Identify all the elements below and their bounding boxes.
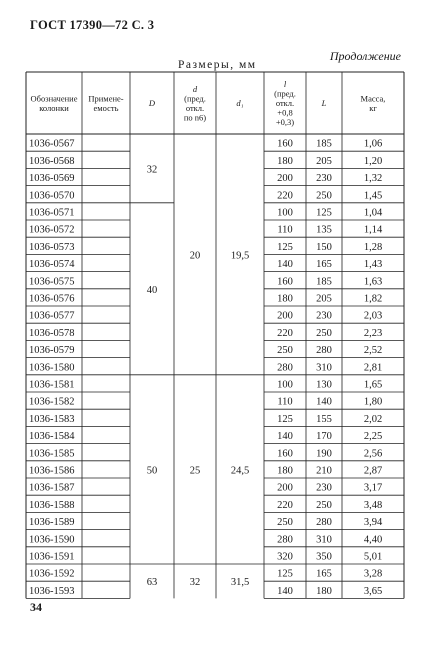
l-cell: 110 [277,396,293,408]
designation-cell: 1036-0568 [29,155,75,167]
l-cell: 200 [277,482,293,494]
L-cell: 230 [316,482,332,494]
mass-cell: 4,40 [363,534,383,546]
L-cell: 170 [316,431,332,443]
column-header-line: D [148,98,156,108]
designation-cell: 1036-1590 [29,534,75,546]
column-header-line: l [283,79,287,89]
mass-cell: 3,17 [363,482,383,494]
l-cell: 140 [277,585,293,597]
continuation-label: Продолжение [329,49,401,63]
l-cell: 200 [277,173,293,185]
l-cell: 160 [277,138,293,150]
mass-cell: 2,03 [363,310,383,322]
designation-cell: 1036-0570 [29,190,75,202]
L-cell: 210 [316,465,332,477]
designation-cell: 1036-1587 [29,482,75,494]
L-cell: 130 [316,379,332,391]
L-cell: 250 [316,499,332,511]
mass-cell: 1,43 [363,259,383,271]
l-cell: 180 [277,293,293,305]
l-cell: 100 [277,379,293,391]
designation-cell: 1036-0575 [29,276,75,288]
column-header-line: d₁ [236,98,244,108]
L-cell: 190 [316,448,332,460]
mass-cell: 3,48 [363,499,383,511]
mass-cell: 2,25 [363,431,383,443]
mass-cell: 2,87 [363,465,383,477]
designation-cell: 1036-1580 [29,362,75,374]
mass-cell: 1,80 [363,396,383,408]
mass-cell: 1,04 [363,207,383,219]
L-cell: 185 [316,276,332,288]
l-cell: 180 [277,155,293,167]
d-cell: 20 [189,250,201,262]
l-cell: 125 [277,413,293,425]
L-cell: 310 [316,534,332,546]
D-cell: 50 [146,465,158,477]
L-cell: 140 [316,396,332,408]
L-cell: 135 [316,224,332,236]
column-header-line: (пред. [274,88,296,99]
l-cell: 280 [277,362,293,374]
column-header-line: по n6) [183,112,207,123]
mass-cell: 2,56 [363,448,383,460]
L-cell: 165 [316,568,332,580]
designation-cell: 1036-1593 [29,585,75,597]
D-cell: 40 [146,284,158,296]
l-cell: 220 [277,327,293,339]
column-header-line: Обозначение [30,93,78,104]
L-cell: 230 [316,173,332,185]
d-cell: 32 [189,577,201,589]
d-cell: 25 [189,465,201,477]
L-cell: 230 [316,310,332,322]
L-cell: 350 [316,551,332,563]
designation-cell: 1036-1582 [29,396,75,408]
L-cell: 250 [316,190,332,202]
designation-cell: 1036-1589 [29,517,75,529]
l-cell: 140 [277,259,293,271]
L-cell: 125 [316,207,332,219]
l-cell: 220 [277,190,293,202]
D-cell: 63 [146,577,158,589]
mass-cell: 1,28 [363,241,383,253]
column-header-line: d [192,83,198,94]
mass-cell: 2,02 [363,413,383,425]
mass-cell: 3,28 [363,568,383,580]
designation-cell: 1036-1581 [29,379,75,391]
mass-cell: 5,01 [363,551,383,563]
column-header-line: откл. [275,98,295,108]
column-header-line: Масса, [360,93,386,104]
mass-cell: 1,63 [363,276,383,288]
l-cell: 160 [277,276,293,288]
l-cell: 140 [277,431,293,443]
column-header-line: кг [369,102,377,113]
L-cell: 280 [316,345,332,357]
L-cell: 155 [316,413,332,425]
mass-cell: 2,81 [363,362,383,374]
L-cell: 185 [316,138,332,150]
mass-cell: 1,45 [363,190,383,202]
column-header-line: L [321,98,327,108]
column-header-line: +0,8 [277,107,293,118]
L-cell: 150 [316,241,332,253]
column-header-line: емость [93,102,119,113]
designation-cell: 1036-1585 [29,448,75,460]
l-cell: 110 [277,224,293,236]
mass-cell: 2,23 [363,327,383,339]
l-cell: 320 [277,551,293,563]
designation-cell: 1036-0567 [29,138,75,150]
designation-cell: 1036-0574 [29,259,75,271]
page-number: 34 [30,600,42,614]
l-cell: 280 [277,534,293,546]
mass-cell: 1,65 [363,379,383,391]
designation-cell: 1036-0578 [29,327,75,339]
l-cell: 220 [277,499,293,511]
L-cell: 165 [316,259,332,271]
mass-cell: 1,20 [363,155,383,167]
designation-cell: 1036-1591 [29,551,75,563]
sizes-caption: Размеры, мм [178,59,257,71]
designation-cell: 1036-1586 [29,465,75,477]
designation-cell: 1036-1588 [29,499,75,511]
designation-cell: 1036-1583 [29,413,75,425]
column-header-line: (пред. [184,93,206,104]
l-cell: 160 [277,448,293,460]
mass-cell: 1,32 [363,173,383,185]
l-cell: 250 [277,345,293,357]
L-cell: 205 [316,293,332,305]
designation-cell: 1036-0573 [29,241,75,253]
mass-cell: 3,65 [363,585,383,597]
designation-cell: 1036-0569 [29,173,75,185]
designation-cell: 1036-1584 [29,431,75,443]
L-cell: 280 [316,517,332,529]
l-cell: 100 [277,207,293,219]
column-header-line: колонки [39,102,69,113]
designation-cell: 1036-0571 [29,207,75,219]
d1-cell: 31,5 [230,577,250,589]
L-cell: 310 [316,362,332,374]
l-cell: 125 [277,241,293,253]
mass-cell: 1,82 [363,293,383,305]
mass-cell: 1,06 [363,138,383,150]
d1-cell: 19,5 [230,250,250,262]
designation-cell: 1036-1592 [29,568,75,580]
mass-cell: 3,94 [363,517,383,529]
l-cell: 180 [277,465,293,477]
designation-cell: 1036-0579 [29,345,75,357]
column-header-line: откл. [185,102,205,113]
L-cell: 180 [316,585,332,597]
designation-cell: 1036-0576 [29,293,75,305]
l-cell: 200 [277,310,293,322]
mass-cell: 1,14 [363,224,383,236]
designation-cell: 1036-0577 [29,310,75,322]
L-cell: 205 [316,155,332,167]
l-cell: 250 [277,517,293,529]
column-header-line: +0,3) [275,117,295,127]
d1-cell: 24,5 [230,465,250,477]
D-cell: 32 [146,164,158,176]
designation-cell: 1036-0572 [29,224,75,236]
L-cell: 250 [316,327,332,339]
column-header-line: Примене- [88,93,124,104]
l-cell: 125 [277,568,293,580]
mass-cell: 2,52 [363,345,383,357]
document-header: ГОСТ 17390—72 С. 3 [30,18,155,32]
